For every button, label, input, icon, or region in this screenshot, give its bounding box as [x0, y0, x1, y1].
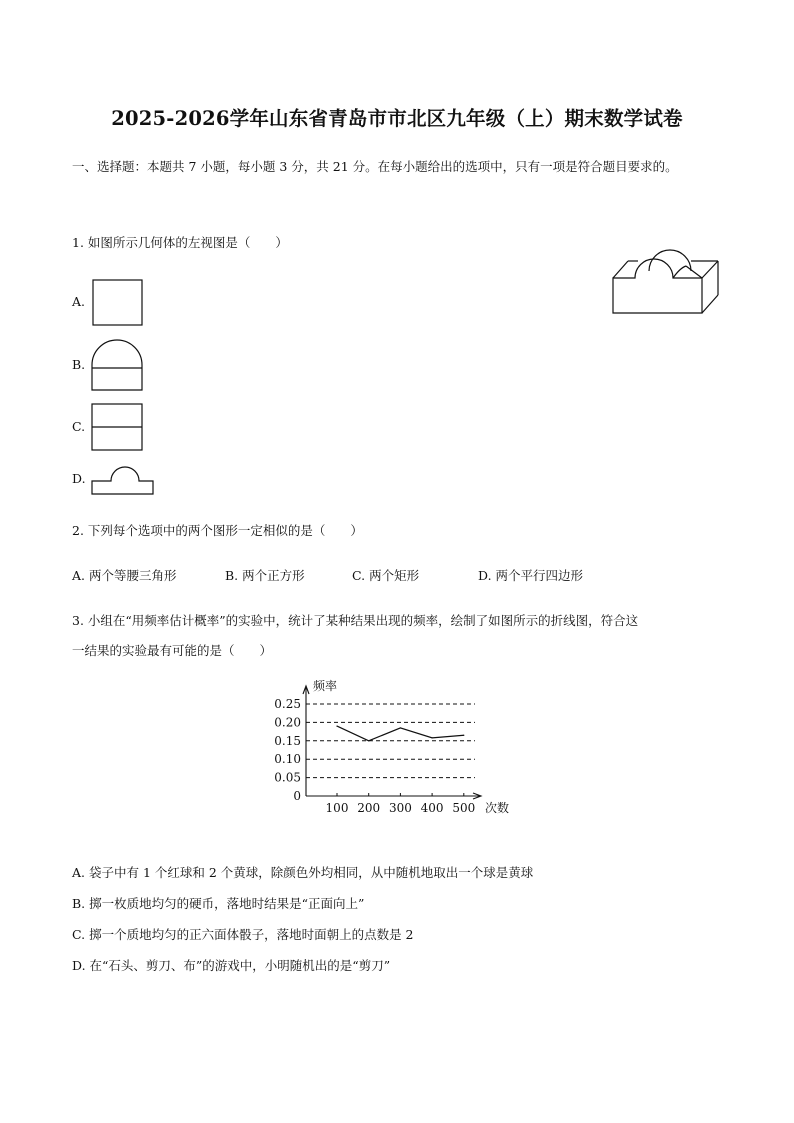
chart-data-point — [336, 725, 337, 726]
chart-x-axis-label: 次数 — [485, 801, 510, 815]
chart-x-tick-label: 100 — [325, 801, 349, 815]
chart-y-tick-label: 0.05 — [274, 770, 301, 785]
question-1-option-b-label: B. — [72, 357, 86, 372]
chart-y-tick-label: 0.10 — [274, 752, 301, 767]
chart-y-tick-label: 0.15 — [274, 733, 301, 748]
chart-y-tick-label: 0.25 — [274, 697, 301, 711]
question-2-option-a: A. 两个等腰三角形 — [72, 568, 177, 583]
question-1-option-c-label: C. — [72, 419, 86, 434]
chart-y-axis-label: 频率 — [313, 679, 338, 693]
chart-x-tick-label: 500 — [452, 801, 476, 815]
chart-x-tick-label: 200 — [357, 801, 381, 815]
chart-data-point — [463, 735, 464, 736]
question-3-stem-line2: 一结果的实验最有可能的是（ ） — [72, 643, 273, 658]
chart-y-tick-label: 0.20 — [274, 715, 301, 730]
chart-data-point — [432, 737, 433, 738]
question-2-option-c: C. 两个矩形 — [352, 568, 420, 583]
chart-x-tick-label: 300 — [388, 801, 412, 815]
question-1-stem: 1. 如图所示几何体的左视图是（ ） — [72, 235, 288, 250]
section-heading: 一、选择题：本题共 7 小题，每小题 3 分，共 21 分。在每小题给出的选项中，只有一项是符合题目要求的。 — [72, 159, 678, 174]
chart-x-tick-label: 400 — [420, 801, 444, 815]
question-3-option-c: C. 掷一个质地均匀的正六面体骰子，落地时面朝上的点数是 2 — [72, 927, 414, 942]
page-title: 2025-2026学年山东省青岛市市北区九年级（上）期末数学试卷 — [111, 107, 683, 130]
question-1-option-a-label: A. — [72, 294, 86, 309]
question-3-option-b: B. 掷一枚质地均匀的硬币，落地时结果是“正面向上” — [72, 896, 365, 911]
question-3-option-a: A. 袋子中有 1 个红球和 2 个黄球，除颜色外均相同，从中随机地取出一个球是黄球 — [72, 865, 534, 880]
question-2-stem: 2. 下列每个选项中的两个图形一定相似的是（ ） — [72, 523, 363, 538]
question-3-stem-line1: 3. 小组在“用频率估计概率”的实验中，统计了某种结果出现的频率，绘制了如图所示的折线图，符合这 — [72, 613, 639, 628]
chart-data-point — [400, 727, 401, 728]
question-2-option-d: D. 两个平行四边形 — [478, 568, 584, 583]
question-2-option-b: B. 两个正方形 — [225, 568, 305, 583]
question-1-option-d-label: D. — [72, 471, 86, 486]
chart-data-point — [368, 740, 369, 741]
chart-y-tick-label: 0 — [293, 789, 301, 803]
question-3-option-d: D. 在“石头、剪刀、布”的游戏中，小明随机出的是“剪刀” — [72, 958, 391, 973]
